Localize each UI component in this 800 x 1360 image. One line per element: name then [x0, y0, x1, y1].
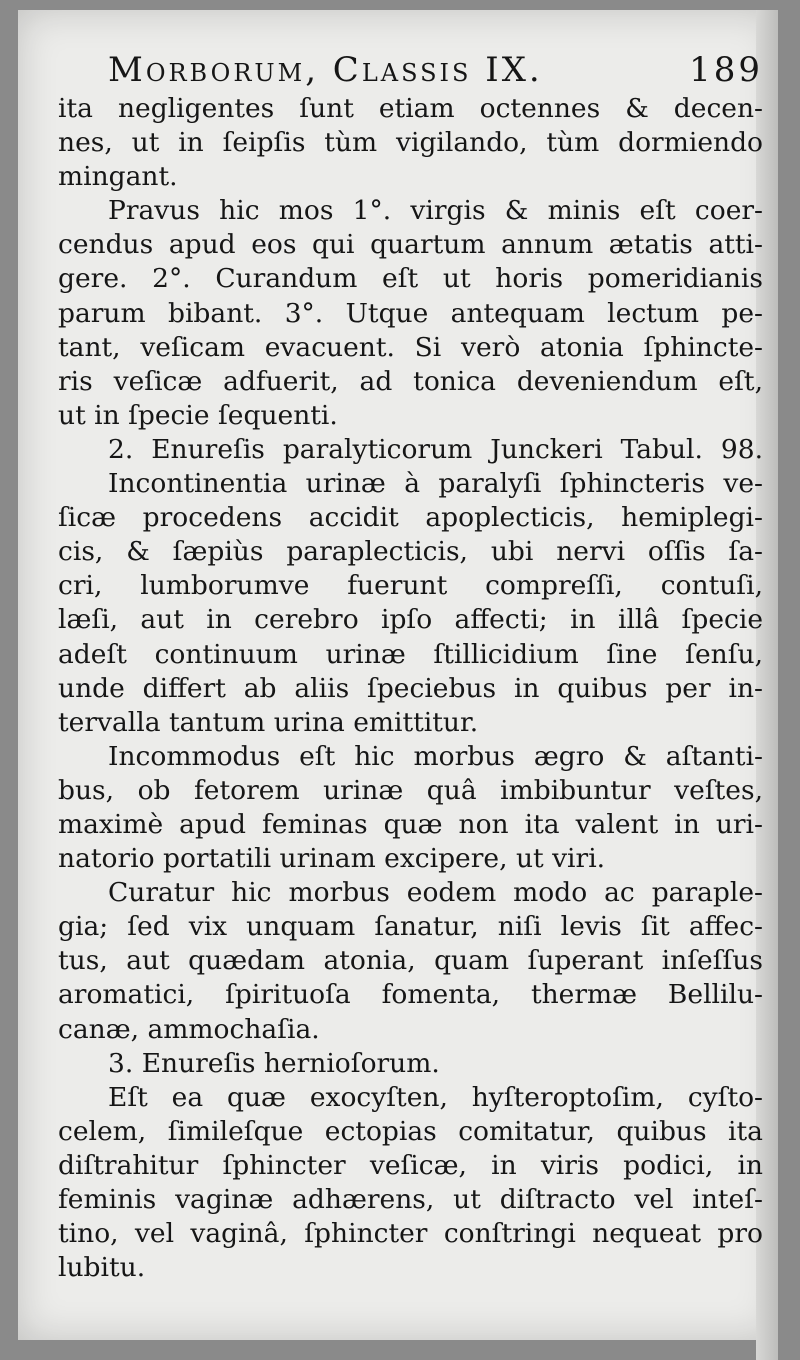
text-line: 3. Enureſis hernioſorum. [108, 1047, 440, 1079]
running-header [108, 48, 763, 92]
book-page [18, 10, 778, 1340]
text-line: Incontinentia urinæ à paralyſi ſphincteris ve- [108, 468, 763, 500]
text-line: tus, aut quædam atonia, quam ſuperant inſeſſus [58, 945, 763, 977]
text-line: ut in ſpecie ſequenti. [58, 399, 338, 431]
text-line: Incommodus eſt hic morbus ægro & aſtanti- [108, 740, 763, 772]
text-line: læſi, aut in cerebro ipſo affecti; in illâ ſpecie [58, 604, 763, 636]
text-line: bus, ob fetorem urinæ quâ imbibuntur veſtes, [58, 774, 763, 806]
text-line: Curatur hic morbus eodem modo ac paraple- [108, 877, 763, 909]
body-text [58, 92, 763, 1285]
text-line: cis, & ſæpiùs paraplecticis, ubi nervi oſſis ſa- [58, 536, 763, 568]
text-line: tervalla tantum urina emittitur. [58, 706, 479, 738]
text-line: gia; ſed vix unquam ſanatur, niſi levis ſit affec- [58, 911, 763, 943]
text-line: 2. Enureſis paralyticorum Junckeri Tabul. 98. [108, 433, 763, 465]
text-line: tino, vel vaginâ, ſphincter conſtringi nequeat pro [58, 1218, 763, 1250]
text-line: cendus apud eos qui quartum annum ætatis atti- [58, 229, 763, 261]
text-line: parum bibant. 3°. Utque antequam lectum pe- [58, 297, 763, 329]
text-line: natorio portatili urinam excipere, ut viri. [58, 843, 606, 875]
text-line: diſtrahitur ſphincter veſicæ, in viris podici, in [58, 1149, 763, 1181]
text-line: maximè apud feminas quæ non ita valent in uri- [58, 808, 763, 840]
text-line: ris veſicæ adfuerit, ad tonica deveniendum eſt, [58, 365, 763, 397]
text-line: cri, lumborumve fuerunt compreſſi, contuſi, [58, 570, 763, 602]
page-number: 189 [689, 50, 763, 90]
page-text [58, 48, 763, 1285]
text-line: tant, veſicam evacuent. Si verò atonia ſphincte- [58, 331, 763, 363]
text-line: ita negligentes ſunt etiam octennes & decen- [58, 93, 763, 124]
text-line: nes, ut in ſeipſis tùm vigilando, tùm dormiendo [58, 127, 763, 159]
text-line: aromatici, ſpirituoſa fomenta, thermæ Bellilu- [58, 979, 763, 1011]
text-line: canæ, ammochaſia. [58, 1013, 320, 1045]
text-line: celem, ſimileſque ectopias comitatur, quibus ita [58, 1115, 763, 1147]
text-line: mingant. [58, 161, 178, 193]
text-line: ſicæ procedens accidit apoplecticis, hemiplegi- [58, 502, 763, 534]
text-line: unde differt ab aliis ſpeciebus in quibus per in- [58, 672, 763, 704]
running-title: Morborum, Classis IX. [108, 50, 543, 90]
text-line: feminis vaginæ adhærens, ut diſtracto vel inteſ- [58, 1184, 763, 1215]
text-line: Pravus hic mos 1°. virgis & minis eſt coer- [108, 195, 763, 227]
text-line: lubitu. [58, 1252, 146, 1284]
text-line: gere. 2°. Curandum eſt ut horis pomeridianis [58, 263, 763, 295]
text-line: Eſt ea quæ exocyſten, hyſteroptoſim, cyſto- [108, 1081, 763, 1113]
text-line: adeſt continuum urinæ ſtillicidium ſine ſenſu, [58, 638, 763, 670]
